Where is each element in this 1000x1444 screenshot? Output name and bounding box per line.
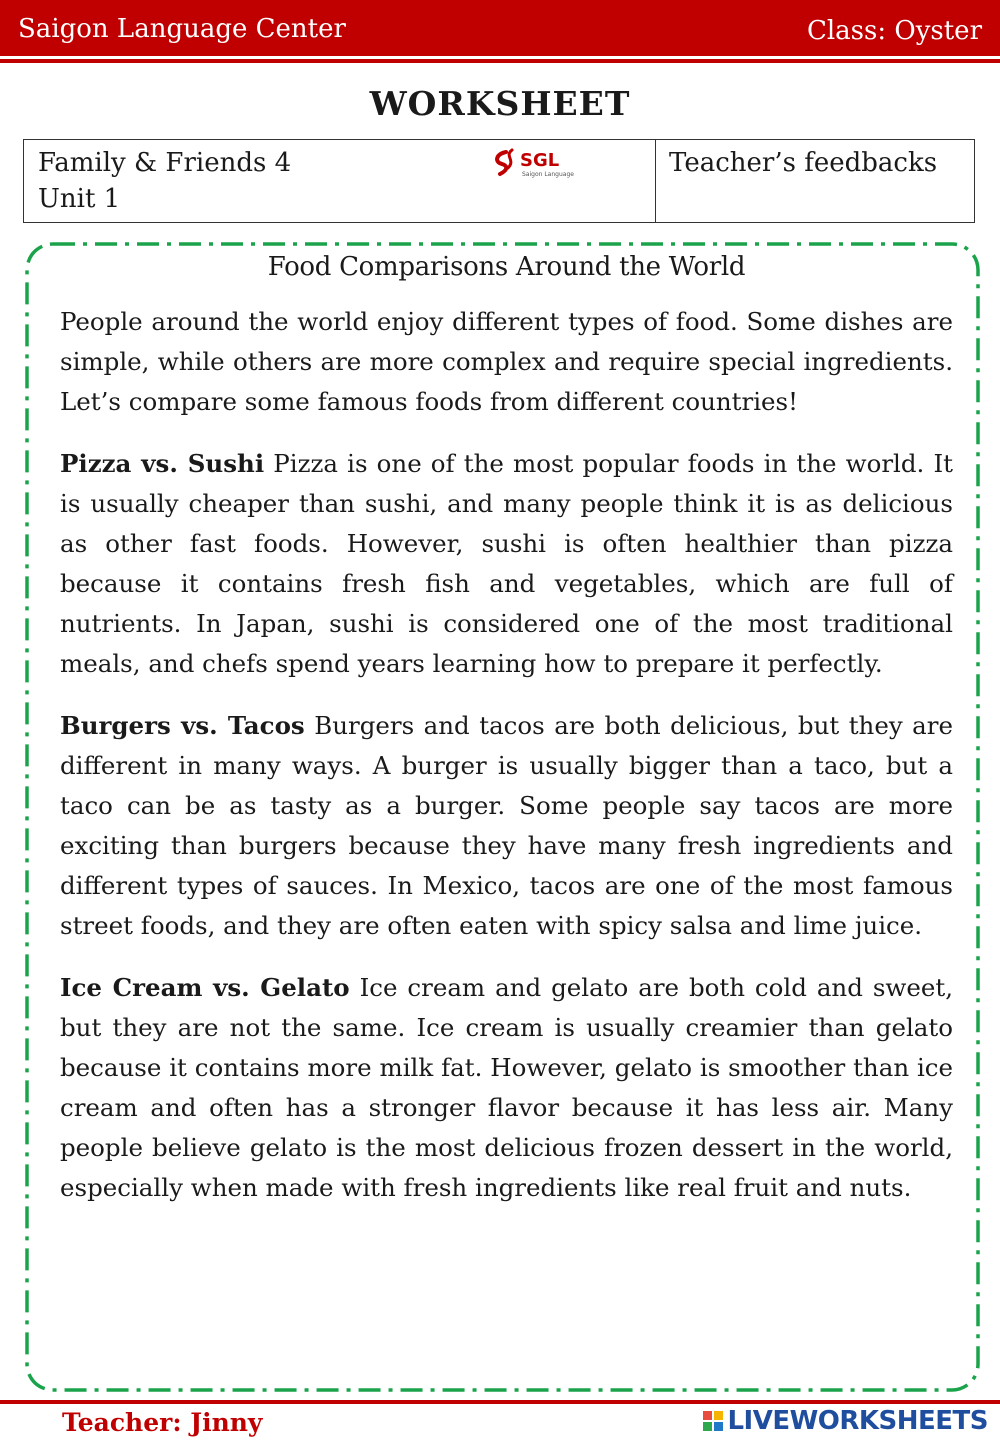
section-title: Ice Cream vs. Gelato [60,973,350,1002]
section-text: Ice cream and gelato are both cold and sweet, but they are not the same. Ice cream is usually creamier than gelato because it contains more milk fat. However, gelato is smoother than ice cream and often has a stronger flavor because it has less air. Many people believe gelato is the most delicious frozen dessert in the world, especially when made with fresh ingredients like real fruit and nuts. [60,973,953,1202]
section-title: Burgers vs. Tacos [60,711,305,740]
logo-subtext: Saigon Language [522,171,574,178]
info-table [23,139,975,223]
teacher-feedback-label: Teacher’s feedbacks [669,148,938,178]
course-info-cell [24,140,656,222]
section-burgers-tacos [60,706,953,946]
center-name: Saigon Language Center [18,14,346,44]
section-text: Burgers and tacos are both delicious, but they are different in many ways. A burger is usually bigger than a taco, but a taco can be as tasty as a burger. Some people say tacos are more exciting than burgers because they have many fresh ingredients and different types of sauces. In Mexico, tacos are one of the most famous street foods, and they are often eaten with spicy salsa and lime juice. [60,711,953,940]
worksheet-title: WORKSHEET [369,84,631,123]
class-label: Class: Oyster [806,16,982,46]
reading-passage [60,252,953,1230]
section-pizza-sushi [60,444,953,684]
passage-heading: Food Comparisons Around the World [267,252,746,282]
unit-name: Unit 1 [38,184,121,214]
book-name: Family & Friends 4 [38,148,292,178]
section-title: Pizza vs. Sushi [60,449,265,478]
liveworksheets-logo [703,1404,988,1438]
header-divider [0,59,1000,63]
header-bar [0,0,1000,59]
teacher-name: Teacher: Jinny [62,1408,263,1437]
liveworksheets-text: LIVEWORKSHEETS [727,1406,988,1436]
liveworksheets-blocks-icon [703,1411,723,1431]
logo-text: SGL [520,150,560,171]
section-text: Pizza is one of the most popular foods in the world. It is usually cheaper than sushi, and many people think it is as delicious as other fast foods. However, sushi is often healthier than pizza because it contains fresh fish and vegetables, which are full of nutrients. In Japan, sushi is considered one of the most traditional meals, and chefs spend years learning how to prepare it perfectly. [60,449,953,678]
section-icecream-gelato [60,968,953,1208]
intro-paragraph: People around the world enjoy different types of food. Some dishes are simple, while others are more complex and require special ingredients. Let’s compare some famous foods from different countries! [60,307,953,416]
sgl-logo [492,146,592,180]
